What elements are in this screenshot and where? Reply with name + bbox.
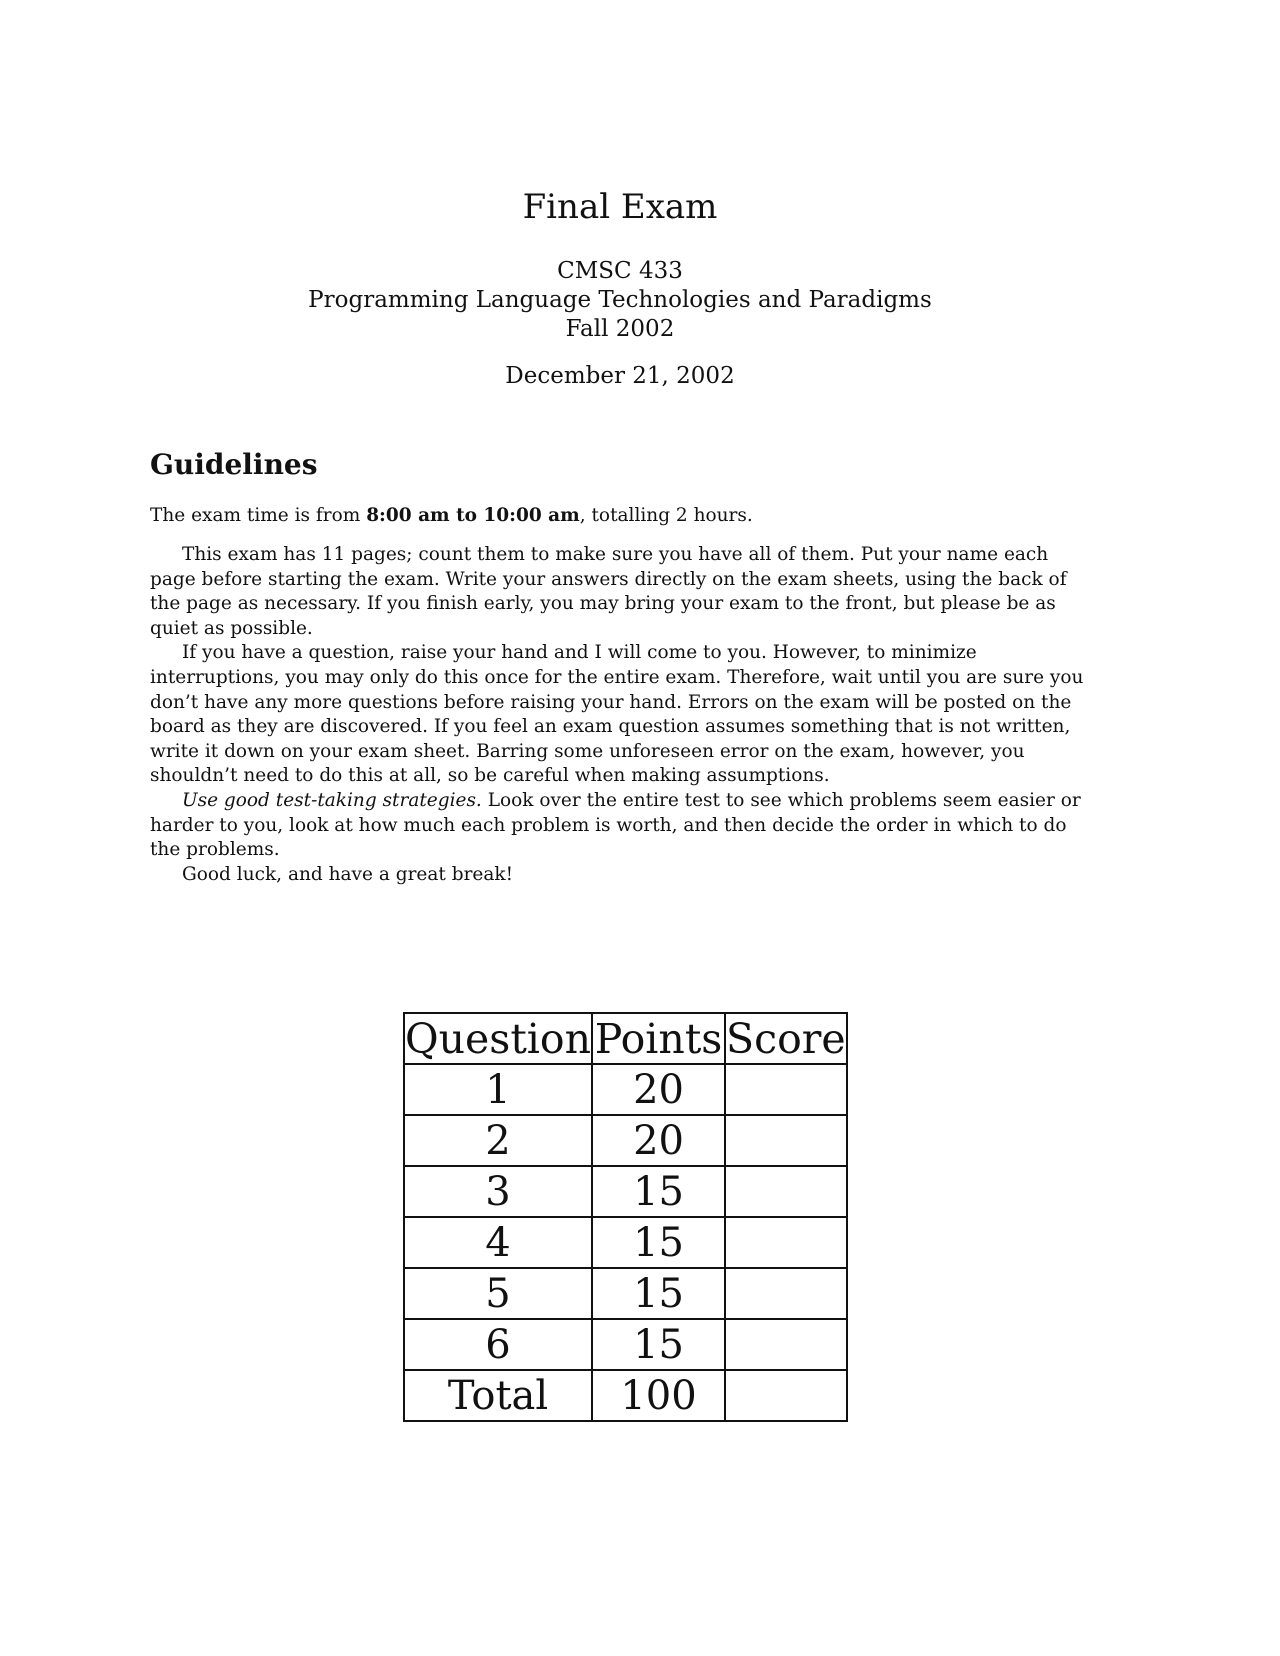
guideline-paragraph-questions: If you have a question, raise your hand and I will come to you. However, to minimize interruptions, you may only do this once for the entire exam. Therefore, wait until you are sure you don’t have any more questions before raising your hand. Errors on the exam will be posted on the board as they are discovered. If you feel an exam question assumes something that is not written, write it down on your exam sheet. Barring some unforeseen error on the exam, however, you shouldn’t need to do this at all, so be careful when making assumptions. xyxy=(150,642,1084,787)
points-cell: 15 xyxy=(592,1166,725,1217)
guidelines-heading: Guidelines xyxy=(150,448,318,481)
table-row xyxy=(404,1166,847,1217)
score-cell[interactable] xyxy=(725,1268,847,1319)
score-table-header-row xyxy=(404,1013,847,1064)
table-row-total xyxy=(404,1370,847,1421)
exam-time-prefix: The exam time is from xyxy=(150,505,367,526)
strategy-emphasis: Use good test-taking strategies. xyxy=(182,789,482,811)
question-cell: 3 xyxy=(404,1166,592,1217)
table-row xyxy=(404,1115,847,1166)
exam-date: December 21, 2002 xyxy=(505,363,735,389)
score-cell[interactable] xyxy=(725,1064,847,1115)
exam-time-line xyxy=(150,504,1090,529)
score-cell[interactable] xyxy=(725,1166,847,1217)
score-cell[interactable] xyxy=(725,1319,847,1370)
question-cell: 4 xyxy=(404,1217,592,1268)
score-cell[interactable] xyxy=(725,1217,847,1268)
guideline-paragraph-strategy xyxy=(150,789,1090,863)
guidelines-body xyxy=(150,543,1090,887)
exam-time-range: 8:00 am to 10:00 am xyxy=(366,505,580,526)
course-term: Fall 2002 xyxy=(565,316,675,342)
table-row xyxy=(404,1319,847,1370)
exam-title: Final Exam xyxy=(522,187,718,227)
points-cell-total: 100 xyxy=(592,1370,725,1421)
strategy-text: Look over the entire test to see which problems seem easier or harder to you, look at how much each problem is worth, and then decide the order in which to do the problems. xyxy=(150,789,1081,861)
question-cell: 1 xyxy=(404,1064,592,1115)
exam-time-suffix: , totalling 2 hours. xyxy=(579,505,753,526)
header-question: Question xyxy=(405,1014,592,1063)
guideline-paragraph-pages: This exam has 11 pages; count them to make sure you have all of them. Put your name each page before starting the exam. Write your answers directly on the exam sheets, using the back of the page as necessary. If you finish early, you may bring your exam to the front, but please be as quiet as possible. xyxy=(150,544,1067,639)
table-row xyxy=(404,1268,847,1319)
course-code: CMSC 433 xyxy=(557,258,683,284)
table-row xyxy=(404,1064,847,1115)
question-cell-total: Total xyxy=(404,1370,592,1421)
question-cell: 5 xyxy=(404,1268,592,1319)
points-cell: 15 xyxy=(592,1217,725,1268)
points-cell: 20 xyxy=(592,1064,725,1115)
score-cell-total[interactable] xyxy=(725,1370,847,1421)
guideline-paragraph-goodluck: Good luck, and have a great break! xyxy=(182,863,514,885)
question-cell: 2 xyxy=(404,1115,592,1166)
score-cell[interactable] xyxy=(725,1115,847,1166)
question-cell: 6 xyxy=(404,1319,592,1370)
score-table xyxy=(403,1012,848,1422)
course-name: Programming Language Technologies and Paradigms xyxy=(308,287,932,313)
points-cell: 15 xyxy=(592,1268,725,1319)
points-cell: 20 xyxy=(592,1115,725,1166)
header-score: Score xyxy=(726,1014,846,1063)
points-cell: 15 xyxy=(592,1319,725,1370)
table-row xyxy=(404,1217,847,1268)
header-points: Points xyxy=(592,1013,725,1064)
